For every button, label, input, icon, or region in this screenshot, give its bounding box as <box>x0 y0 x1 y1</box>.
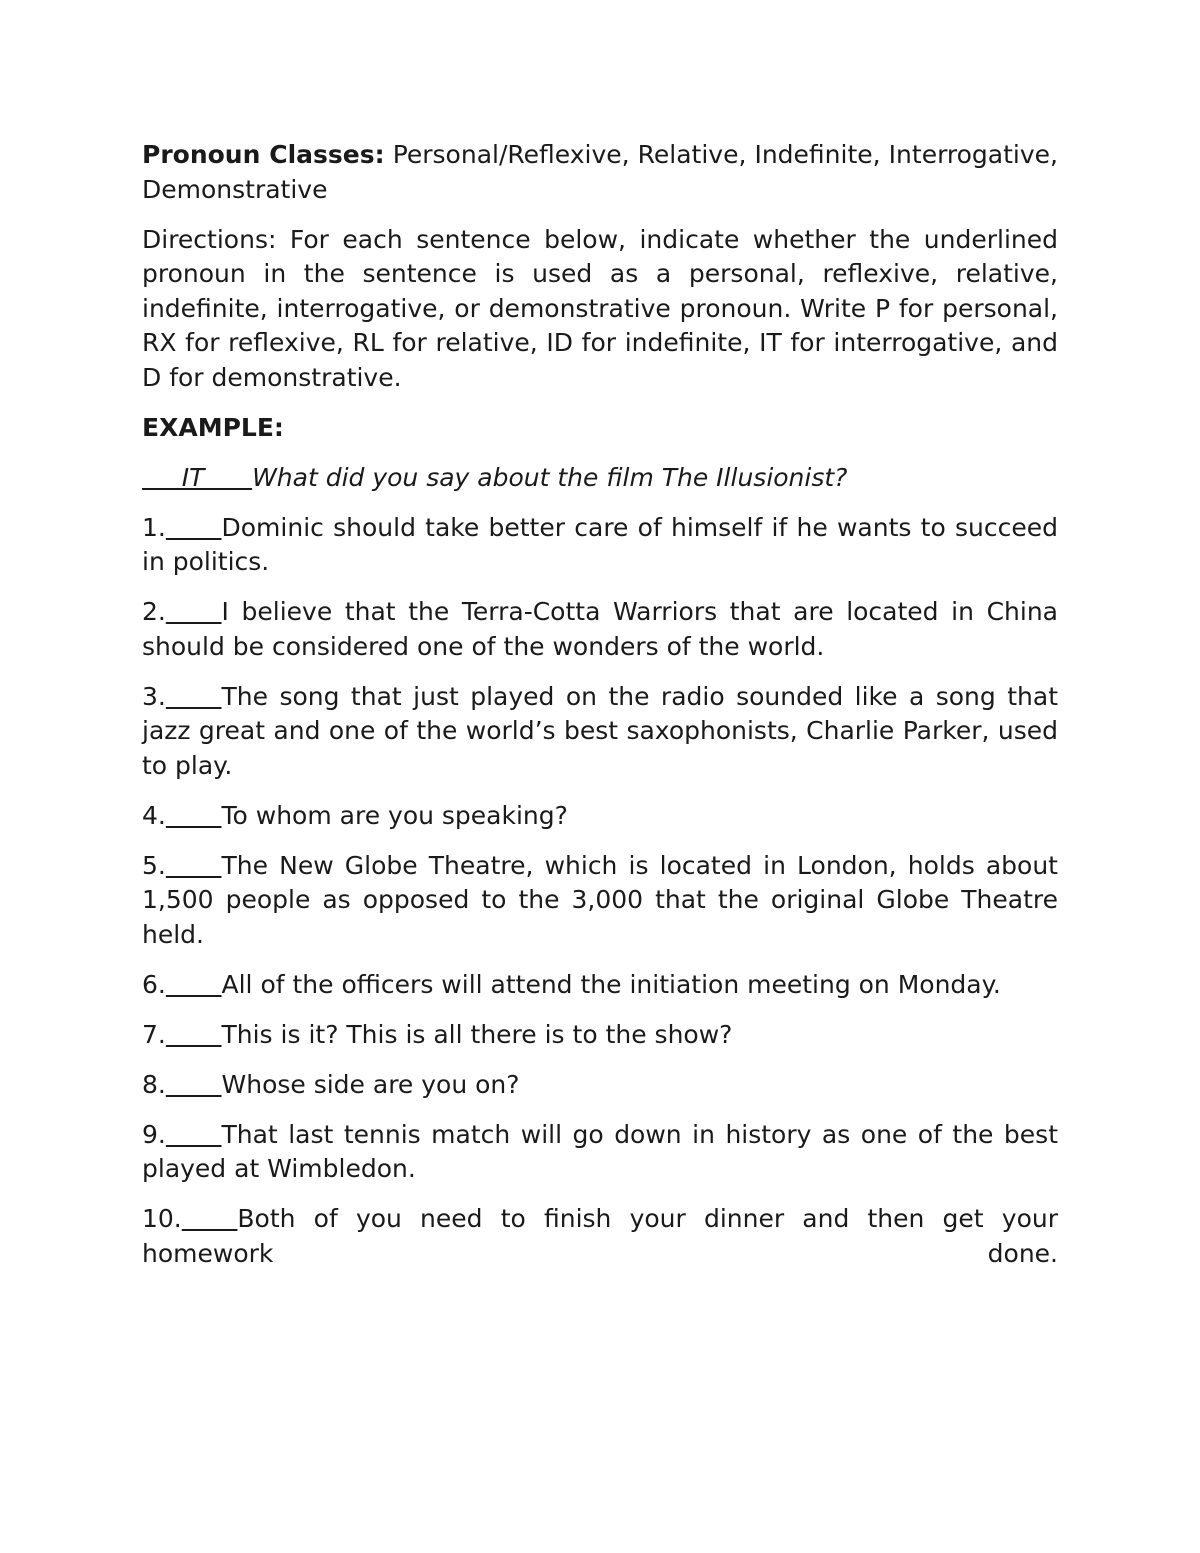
question-text: The song that just played on the radio sounded like a song that jazz great and one of the world’s best saxophonists, Charlie Parker, used to play. <box>142 681 1058 780</box>
answer-blank <box>166 680 222 715</box>
question-item-8 <box>142 1068 1058 1103</box>
answer-blank <box>166 849 222 884</box>
question-number: 9. <box>142 1119 166 1149</box>
question-item-3 <box>142 680 1058 784</box>
heading-classes: Personal/Reflexive, Relative, Indefinite, Interrogative, Demonstrative <box>142 140 1058 204</box>
question-text: The New Globe Theatre, which is located in London, holds about 1,500 people as opposed to the 3,000 that the original Globe Theatre held. <box>142 850 1058 949</box>
question-item-10 <box>142 1202 1058 1271</box>
question-item-6 <box>142 968 1058 1003</box>
answer-blank <box>166 595 222 630</box>
question-number: 2. <box>142 597 166 626</box>
question-item-5 <box>142 849 1058 953</box>
question-number: 10. <box>142 1204 182 1233</box>
answer-blank <box>166 511 222 546</box>
worksheet-page <box>142 138 1058 1287</box>
question-number: 7. <box>142 1019 166 1049</box>
question-text: I believe that the Terra-Cotta Warriors that are located in China should be considered one of the wonders of the world. <box>142 597 1058 661</box>
question-item-2 <box>142 595 1058 664</box>
question-number: 8. <box>142 1069 166 1099</box>
question-text: That last tennis match will go down in history as one of the best played at Wimbledon. <box>142 1119 1058 1183</box>
question-number: 3. <box>142 681 166 711</box>
example-label: EXAMPLE: <box>142 412 284 442</box>
answer-blank <box>166 968 222 1003</box>
answer-blank <box>166 1118 222 1153</box>
question-text: All of the officers will attend the initiation meeting on Monday. <box>221 969 1001 999</box>
answer-blank <box>182 1202 238 1237</box>
question-text: Dominic should take better care of himself if he wants to succeed in politics. <box>142 512 1058 576</box>
pronoun-classes-heading <box>142 138 1058 207</box>
question-number: 4. <box>142 800 166 830</box>
answer-blank <box>166 1018 222 1053</box>
question-item-7 <box>142 1018 1058 1053</box>
example-answer-blank: IT <box>142 462 253 492</box>
question-text: Whose side are you on? <box>221 1069 520 1099</box>
question-item-4 <box>142 799 1058 834</box>
question-item-1 <box>142 511 1058 580</box>
question-item-9 <box>142 1118 1058 1187</box>
question-text: Both of you need to finish your dinner and then get your homework done. <box>142 1204 1058 1268</box>
question-number: 6. <box>142 969 166 999</box>
question-text: This is it? This is all there is to the show? <box>221 1019 733 1049</box>
example-item <box>142 461 1058 496</box>
question-number: 1. <box>142 512 166 542</box>
question-text: To whom are you speaking? <box>221 800 568 830</box>
question-number: 5. <box>142 850 166 880</box>
heading-label: Pronoun Classes: <box>142 140 385 169</box>
example-sentence: What did you say about the film The Illusionist? <box>252 462 848 492</box>
answer-blank <box>166 1068 222 1103</box>
answer-blank <box>166 799 222 834</box>
directions-paragraph: Directions: For each sentence below, indicate whether the underlined pronoun in the sentence is used as a personal, reflexive, relative, indefinite, interrogative, or demonstrative pronoun. Write P for personal, RX for reflexive, RL for relative, ID for indefinite, IT for interrogative, and D for demonstrative. <box>142 224 1058 392</box>
